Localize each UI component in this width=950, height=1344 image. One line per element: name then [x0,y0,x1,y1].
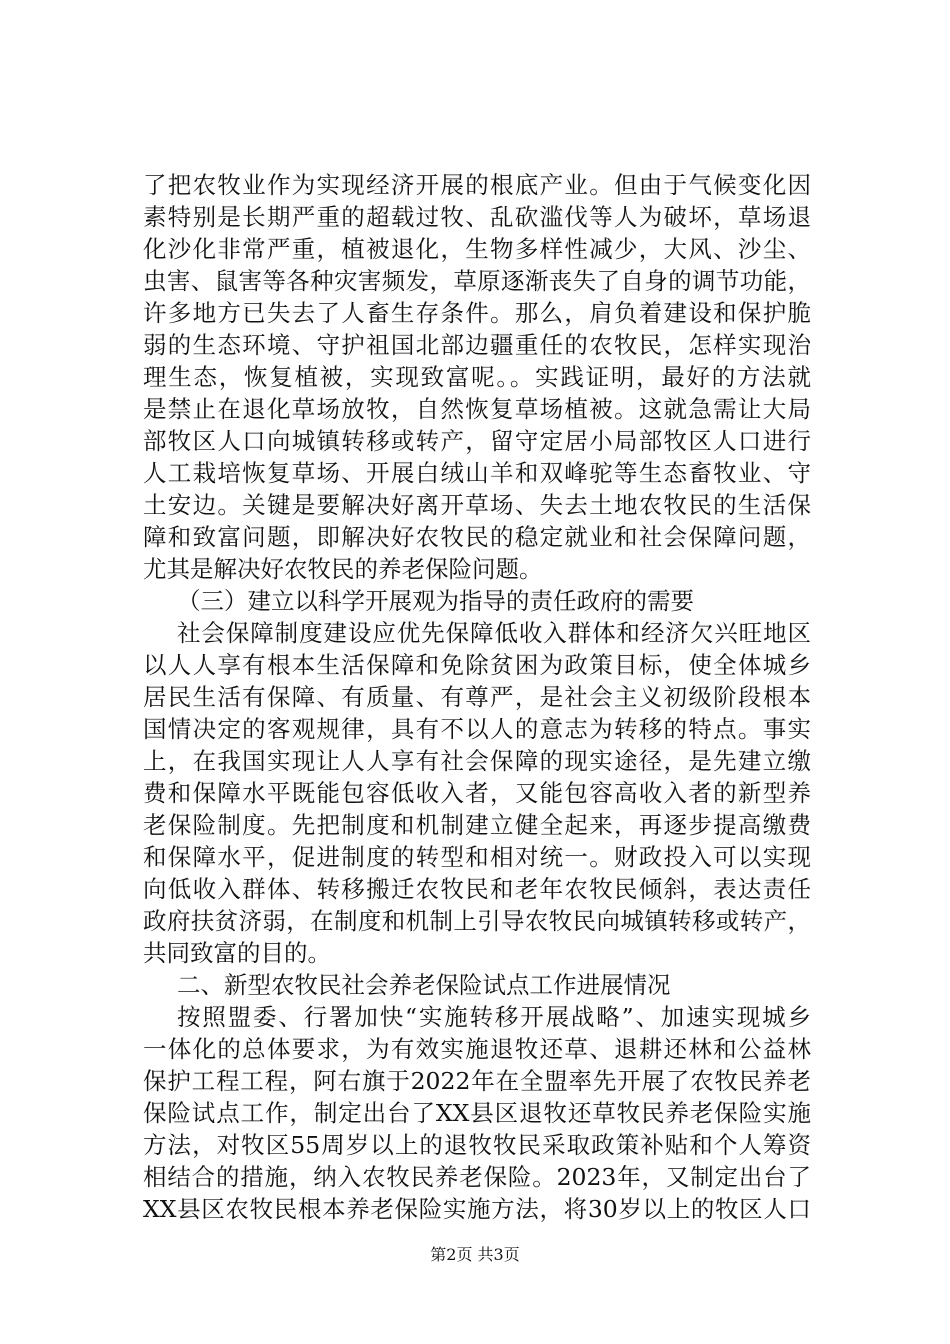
text-line: 一体化的总体要求，为有效实施退牧还草、退耕还林和公益林 [143,1035,811,1063]
paragraph [143,585,811,617]
text-line: 保护工程工程，阿右旗于2022年在全盟率先开展了农牧民养老 [143,1067,811,1095]
text-line: 土安边。关键是要解决好离开草场、失去土地农牧民的生活保 [143,491,811,519]
text-line: 尤其是解决好农牧民的养老保险问题。 [143,555,543,583]
text-line: 了把农牧业作为实现经济开展的根底产业。但由于气候变化因 [143,171,811,199]
text-line: 居民生活有保障、有质量、有尊严，是社会主义初级阶段根本 [143,683,811,711]
text-line: 障和致富问题，即解决好农牧民的稳定就业和社会保障问题， [143,523,811,551]
text-line: （三）建立以科学开展观为指导的责任政府的需要 [177,587,694,615]
text-line: 相结合的措施，纳入农牧民养老保险。2023年，又制定出台了 [143,1163,811,1191]
text-line: 保险试点工作，制定出台了XX县区退牧还草牧民养老保险实施 [143,1099,811,1127]
text-line: 共同致富的目的。 [143,939,331,967]
text-line: 政府扶贫济弱，在制度和机制上引导农牧民向城镇转移或转产， [143,907,811,935]
text-line: 方法，对牧区55周岁以上的退牧牧民采取政策补贴和个人筹资 [143,1131,811,1159]
text-line: 老保险制度。先把制度和机制建立健全起来，再逐步提高缴费 [143,811,811,839]
text-line: 按照盟委、行署加快“实施转移开展战略”、加速实现城乡 [177,1003,811,1031]
text-line: 虫害、鼠害等各种灾害频发，草原逐渐丧失了自身的调节功能， [143,267,811,295]
text-line: 是禁止在退化草场放牧，自然恢复草场植被。这就急需让大局 [143,395,811,423]
paragraph [143,169,811,585]
page-number-footer: 第2页 共3页 [430,1245,520,1264]
text-line: 弱的生态环境、守护祖国北部边疆重任的农牧民，怎样实现治 [143,331,811,359]
paragraph [143,617,811,969]
text-line: 社会保障制度建设应优先保障低收入群体和经济欠兴旺地区 [177,619,811,647]
text-line: 费和保障水平既能包容低收入者，又能包容高收入者的新型养 [143,779,811,807]
paragraph [143,1001,811,1225]
text-line: 二、新型农牧民社会养老保险试点工作进展情况 [177,971,671,999]
text-line: 人工栽培恢复草场、开展白绒山羊和双峰驼等生态畜牧业、守 [143,459,811,487]
text-line: XX县区农牧民根本养老保险实施方法，将30岁以上的牧区人口 [143,1195,811,1223]
text-line: 许多地方已失去了人畜生存条件。那么，肩负着建设和保护脆 [143,299,811,327]
document-body [143,169,811,1225]
text-line: 向低收入群体、转移搬迁农牧民和老年农牧民倾斜，表达责任 [143,875,811,903]
text-line: 化沙化非常严重，植被退化，生物多样性减少，大风、沙尘、 [143,235,811,263]
text-line: 部牧区人口向城镇转移或转产，留守定居小局部牧区人口进行 [143,427,811,455]
text-line: 和保障水平，促进制度的转型和相对统一。财政投入可以实现 [143,843,811,871]
text-line: 理生态，恢复植被，实现致富呢。。实践证明，最好的方法就 [143,363,811,391]
text-line: 素特别是长期严重的超载过牧、乱砍滥伐等人为破坏，草场退 [143,203,811,231]
text-line: 以人人享有根本生活保障和免除贫困为政策目标，使全体城乡 [143,651,811,679]
text-line: 国情决定的客观规律，具有不以人的意志为转移的特点。事实 [143,715,811,743]
text-line: 上，在我国实现让人人享有社会保障的现实途径，是先建立缴 [143,747,811,775]
paragraph [143,969,811,1001]
